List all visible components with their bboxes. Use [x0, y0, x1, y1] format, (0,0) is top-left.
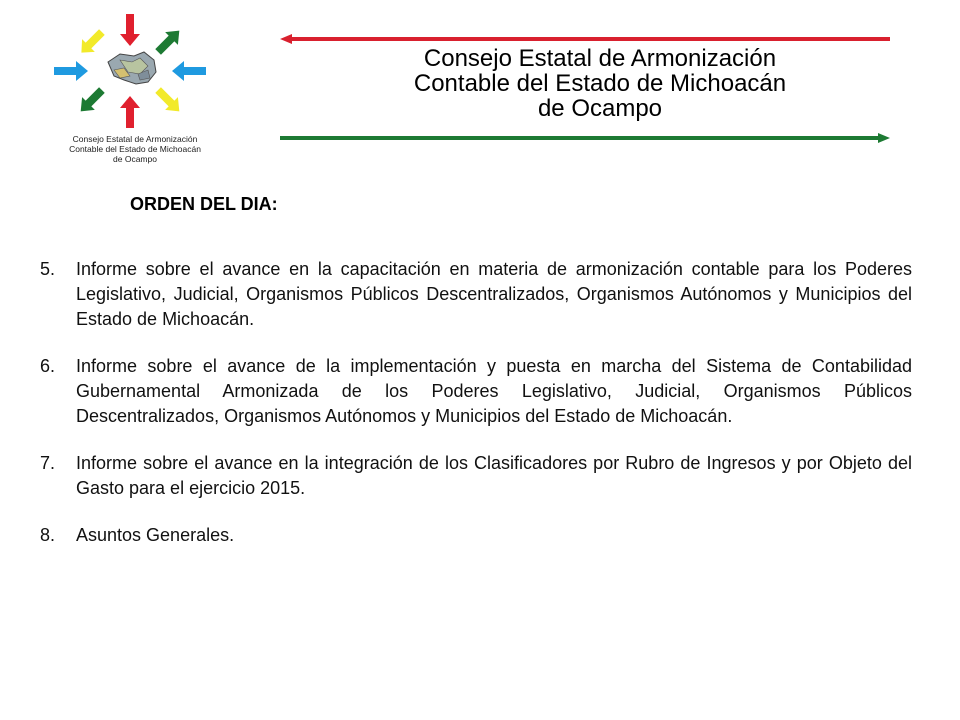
header-title: [330, 46, 870, 121]
agenda-heading: ORDEN DEL DIA:: [130, 194, 278, 214]
arrow-yellow-icon: [75, 26, 108, 59]
arrow-green-icon: [74, 84, 108, 118]
agenda-item: [40, 257, 912, 332]
arrow-blue-right-icon: [54, 61, 88, 81]
agenda-item-number: 7.: [40, 453, 56, 473]
council-logo: [40, 10, 230, 140]
agenda-list: [40, 257, 912, 570]
header-title-line: Contable del Estado de Michoacán: [413, 70, 787, 97]
agenda-item-text: Informe sobre el avance en la capacitación en materia de armonización contable para los Poderes Legislativo, Judicial, Organismos Públicos Descentralizados, Organismos Autónomos y Municipios del Estado de Michoacán.: [76, 259, 912, 329]
logo-caption-line: de Ocampo: [113, 154, 157, 164]
arrow-red-up-icon: [120, 96, 140, 128]
header-bottom-arrow-icon: [280, 132, 890, 144]
state-map-icon: [108, 52, 156, 84]
arrow-green-icon: [152, 24, 186, 58]
agenda-item: [40, 523, 912, 548]
arrow-yellow-icon: [152, 84, 186, 118]
agenda-item-text: Informe sobre el avance de la implementación y puesta en marcha del Sistema de Contabilidad Gubernamental Armonizada de los Poderes Legislativo, Judicial, Organismos Públicos Descentralizados, Organismos Autónomos y Municipios del Estado de Michoacán.: [76, 356, 912, 426]
agenda-item-text: Asuntos Generales.: [76, 525, 235, 545]
agenda-item-number: 6.: [40, 356, 56, 376]
logo-caption-line: Contable del Estado de Michoacán: [69, 144, 201, 154]
agenda-item-number: 5.: [40, 259, 56, 279]
agenda-item-text: Informe sobre el avance en la integración de los Clasificadores por Rubro de Ingresos y por Objeto del Gasto para el ejercicio 2015.: [76, 453, 912, 498]
agenda-item: [40, 354, 912, 429]
header-title-line: Consejo Estatal de Armonización: [423, 45, 777, 72]
agenda-item-number: 8.: [40, 525, 56, 545]
header-title-line: de Ocampo: [537, 95, 663, 122]
agenda-item: [40, 451, 912, 501]
logo-caption-line: Consejo Estatal de Armonización: [72, 134, 198, 144]
header-top-arrow-icon: [280, 33, 890, 45]
logo-caption: [52, 134, 218, 164]
arrow-blue-left-icon: [172, 61, 206, 81]
arrow-red-down-icon: [120, 14, 140, 46]
